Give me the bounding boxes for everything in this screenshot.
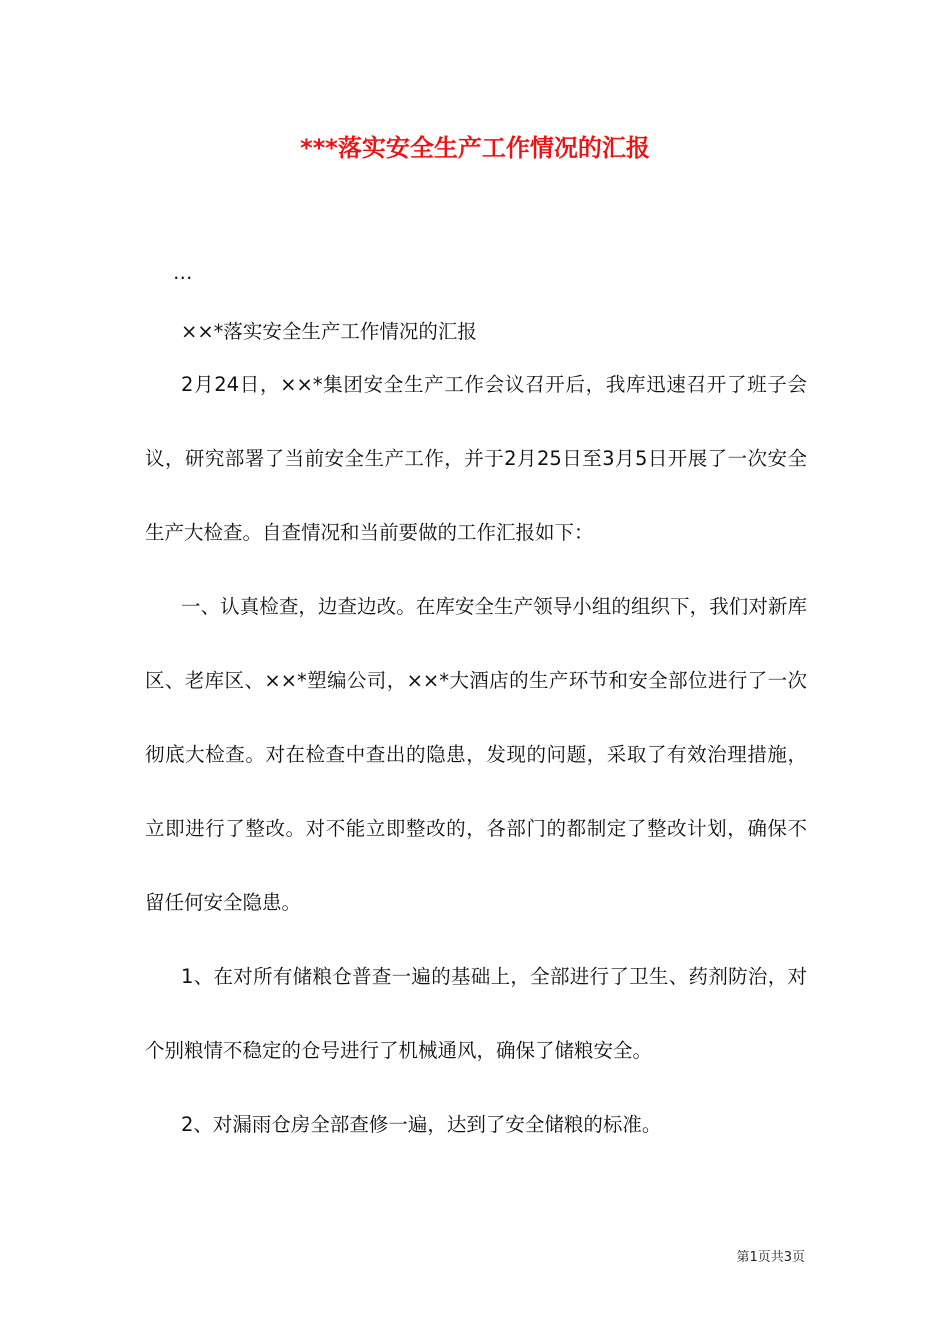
- document-subtitle: ××*落实安全生产工作情况的汇报: [181, 320, 477, 343]
- paragraph-4: 2、对漏雨仓房全部查修一遍，达到了安全储粮的标准。: [181, 1113, 662, 1136]
- document-title: ***落实安全生产工作情况的汇报: [300, 134, 650, 162]
- page-number: 第1页共3页: [736, 1250, 805, 1265]
- ellipsis-line: …: [173, 261, 193, 284]
- paragraph-2: 一、认真检查，边查边改。在库安全生产领导小组的组织下，我们对新库区、老库区、××*塑编公司，××*大酒店的生产环节和安全部位进行了一次彻底大检查。对在检查中查出的隐患，发现的问题，采取了有效治理措施，立即进行了整改。对不能立即整改的，各部门的都制定了整改计划，确保不留任何安全隐患。: [145, 595, 807, 914]
- paragraph-1: 2月24日，××*集团安全生产工作会议召开后，我库迅速召开了班子会议，研究部署了当前安全生产工作，并于2月25日至3月5日开展了一次安全生产大检查。自查情况和当前要做的工作汇报如下：: [145, 373, 807, 544]
- paragraph-3: 1、在对所有储粮仓普查一遍的基础上，全部进行了卫生、药剂防治，对个别粮情不稳定的仓号进行了机械通风，确保了储粮安全。: [145, 965, 807, 1062]
- document-body: [145, 255, 807, 1162]
